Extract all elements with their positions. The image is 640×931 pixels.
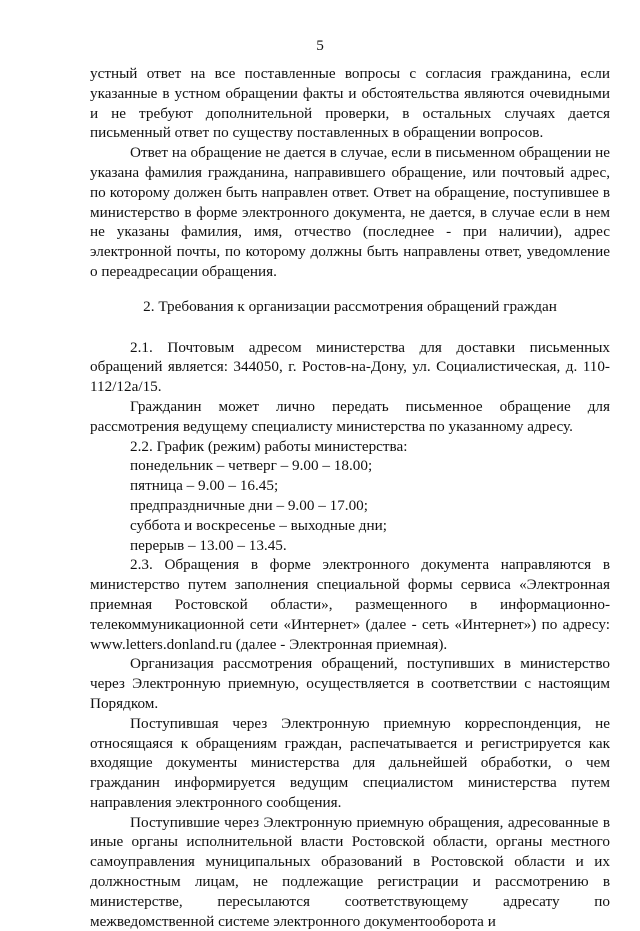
paragraph-2: Ответ на обращение не дается в случае, если в письменном обращении не указана фамилия гражданина, направившего обращение, или почтовый адрес, по которому должен быть направлен ответ. Ответ на обращение, поступившее в министерство в форме электронного документа, не дается, в случае если в нем не указаны фамилия, имя, отчество (последнее - при наличии), адрес электронной почты, по которому должны быть направлены ответ, уведомление о переадресации обращения.	[90, 144, 610, 280]
paragraph-6: Организация рассмотрения обращений, поступивших в министерство через Электронную приемную, осуществляется в соответствии с настоящим Порядком.	[90, 655, 610, 712]
schedule-item: суббота и воскресенье – выходные дни;	[130, 516, 387, 534]
schedule-item: пятница – 9.00 – 16.45;	[130, 477, 279, 495]
paragraph-3: 2.1. Почтовым адресом министерства для доставки письменных обращений является: 344050, г. Ростов-на-Дону, ул. Социалистическая, д. 110-112/12а/15.	[90, 338, 610, 396]
section-heading: 2. Требования к организации рассмотрения обращений граждан	[143, 297, 557, 315]
schedule-title: 2.2. График (режим) работы министерства:	[130, 437, 408, 455]
schedule-item: предпраздничные дни – 9.00 – 17.00;	[130, 496, 368, 514]
page-number: 5	[316, 37, 324, 54]
paragraph-8: Поступившие через Электронную приемную обращения, адресованные в иные органы исполнительной власти Ростовской области, органы местного самоуправления муниципальных образований в Ростовской области и их должностным лицам, не подлежащие регистрации и рассмотрению в министерстве, пересылаются соответствующему адресату по межведомственной системе электронного документооборота и	[90, 813, 610, 930]
paragraph-1: устный ответ на все поставленные вопросы с согласия гражданина, если указанные в устном обращении факты и обстоятельства являются очевидными и не требуют дополнительной проверки, в остальных случаях дается письменный ответ по существу поставленных в обращении вопросов.	[90, 65, 610, 142]
schedule-item: понедельник – четверг – 9.00 – 18.00;	[130, 457, 373, 475]
schedule-list	[90, 456, 610, 555]
schedule-item: перерыв – 13.00 – 13.45.	[130, 536, 287, 554]
document-body	[90, 64, 610, 931]
paragraph-4: Гражданин может лично передать письменное обращение для рассмотрения ведущему специалисту министерства по указанному адресу.	[90, 397, 610, 435]
paragraph-5: 2.3. Обращения в форме электронного документа направляются в министерство путем заполнения специальной формы сервиса «Электронная приемная Ростовской области», размещенного в информационно-телекоммуникационной сети «Интернет» (далее - сеть «Интернет») по адресу: www.letters.donland.ru (далее - Электронная приемная).	[90, 556, 610, 653]
paragraph-7: Поступившая через Электронную приемную корреспонденция, не относящаяся к обращениям граждан, распечатывается и регистрируется как входящие документы министерства для дальнейшей обработки, о чем гражданин информируется ведущим специалистом министерства путем направления электронного сообщения.	[90, 714, 610, 811]
